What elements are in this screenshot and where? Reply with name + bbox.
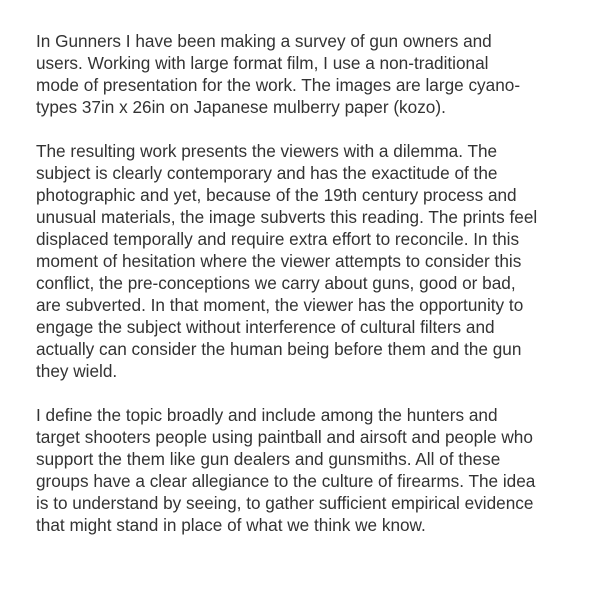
- text-line: types 37in x 26in on Japanese mulberry paper (kozo).: [36, 97, 446, 117]
- text-line: are subverted. In that moment, the viewer has the opportunity to: [36, 295, 524, 315]
- text-line: support the them like gun dealers and gunsmiths. All of these: [36, 449, 501, 469]
- text-line: users. Working with large format film, I use a non-traditional: [36, 53, 489, 73]
- text-line: unusual materials, the image subverts this reading. The prints feel: [36, 207, 538, 227]
- text-line: conflict, the pre-conceptions we carry about guns, good or bad,: [36, 273, 516, 293]
- text-line: displaced temporally and require extra effort to reconcile. In this: [36, 229, 520, 249]
- text-line: actually can consider the human being before them and the gun: [36, 339, 522, 359]
- text-line: I define the topic broadly and include among the hunters and: [36, 405, 498, 425]
- paragraph-topic: [36, 404, 572, 536]
- text-line: is to understand by seeing, to gather sufficient empirical evidence: [36, 493, 534, 513]
- paragraph-intro: [36, 30, 572, 118]
- text-line: engage the subject without interference of cultural filters and: [36, 317, 495, 337]
- text-line: target shooters people using paintball and airsoft and people who: [36, 427, 533, 447]
- text-line: moment of hesitation where the viewer attempts to consider this: [36, 251, 522, 271]
- text-line: mode of presentation for the work. The images are large cyano-: [36, 75, 521, 95]
- text-line: subject is clearly contemporary and has the exactitude of the: [36, 163, 498, 183]
- text-line: In Gunners I have been making a survey of gun owners and: [36, 31, 492, 51]
- article-body: [36, 30, 572, 558]
- text-line: they wield.: [36, 361, 118, 381]
- text-line: that might stand in place of what we think we know.: [36, 515, 426, 535]
- paragraph-dilemma: [36, 140, 572, 382]
- text-line: The resulting work presents the viewers with a dilemma. The: [36, 141, 498, 161]
- text-line: photographic and yet, because of the 19th century process and: [36, 185, 517, 205]
- text-line: groups have a clear allegiance to the culture of firearms. The idea: [36, 471, 536, 491]
